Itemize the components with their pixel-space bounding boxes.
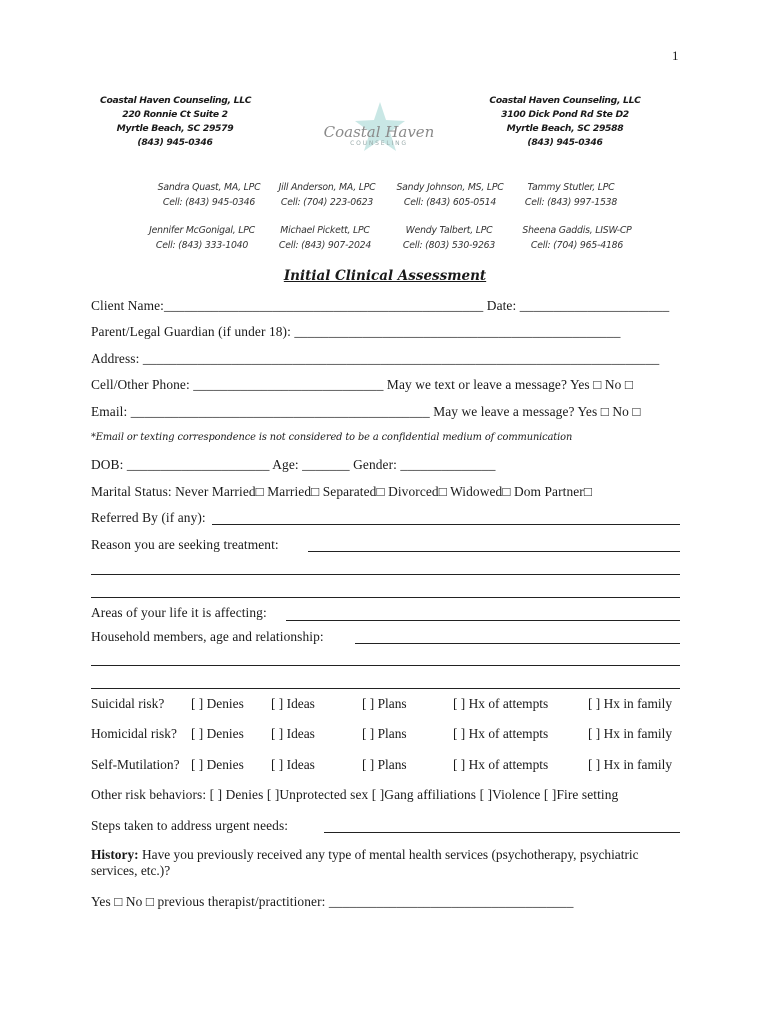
denies-checkbox[interactable]: [ ] Denies [191, 696, 244, 711]
office-right-line: 3100 Dick Pond Rd Ste D2 [501, 109, 629, 120]
staff-cell: Cell: (843) 333-1040 [155, 240, 249, 251]
marital-status-field[interactable]: Marital Status: Never Married□ Married□ Separated□ Divorced□ Widowed□ Dom Partner□ [91, 484, 593, 499]
office-left-line: Coastal Haven Counseling, LLC [100, 95, 252, 106]
urgent-steps-label: Steps taken to address urgent needs: [91, 818, 289, 833]
hx-attempts-checkbox[interactable]: [ ] Hx of attempts [453, 696, 549, 711]
history-question [91, 847, 671, 879]
staff-cell: Cell: (704) 223-0623 [280, 197, 374, 208]
staff-name: Jill Anderson, MA, LPC [278, 182, 376, 193]
page-number: 1 [672, 48, 679, 63]
reason-line[interactable] [91, 574, 680, 575]
staff-name: Sandy Johnson, MS, LPC [396, 182, 504, 193]
household-line[interactable] [91, 665, 680, 666]
staff-name: Michael Pickett, LPC [280, 225, 370, 236]
hx-family-checkbox[interactable]: [ ] Hx in family [588, 757, 673, 772]
staff-name: Wendy Talbert, LPC [405, 225, 493, 236]
staff-cell: Cell: (843) 907-2024 [278, 240, 372, 251]
ideas-checkbox[interactable]: [ ] Ideas [271, 726, 315, 741]
staff-cell: Cell: (803) 530-9263 [402, 240, 496, 251]
staff-entry [512, 180, 630, 210]
staff-entry [140, 223, 264, 253]
office-left-line: Myrtle Beach, SC 29579 [116, 123, 234, 134]
hx-attempts-checkbox[interactable]: [ ] Hx of attempts [453, 757, 549, 772]
email-field[interactable]: Email: ____________________________________________ May we leave a message? Yes □ No □ [91, 404, 641, 419]
staff-entry [268, 180, 386, 210]
staff-name: Tammy Stutler, LPC [527, 182, 615, 193]
ideas-checkbox[interactable]: [ ] Ideas [271, 696, 315, 711]
dob-age-gender-field[interactable]: DOB: _____________________ Age: _______ Gender: ______________ [91, 457, 496, 472]
previous-therapist-field[interactable]: Yes □ No □ previous therapist/practitioner: ____________________________________ [91, 894, 574, 909]
referred-by-line[interactable] [212, 524, 680, 525]
client-name-date-field[interactable]: Client Name:_______________________________________________ Date: ______________________ [91, 298, 670, 313]
areas-label: Areas of your life it is affecting: [91, 605, 267, 620]
staff-cell: Cell: (843) 997-1538 [524, 197, 618, 208]
household-line[interactable] [91, 688, 680, 689]
office-right-line: Coastal Haven Counseling, LLC [489, 95, 641, 106]
history-text: Have you previously received any type of mental health services (psychotherapy, psychiatric services, etc.)? [91, 847, 639, 878]
staff-name: Jennifer McGonigal, LPC [149, 225, 255, 236]
referred-by-label: Referred By (if any): [91, 510, 206, 525]
coastal-haven-logo [320, 100, 438, 162]
staff-entry [390, 223, 508, 253]
staff-entry [150, 180, 268, 210]
confidentiality-note: *Email or texting correspondence is not considered to be a confidential medium of communication [91, 432, 573, 443]
office-left-line: 220 Ronnie Ct Suite 2 [122, 109, 228, 120]
plans-checkbox[interactable]: [ ] Plans [362, 757, 407, 772]
history-label: History: [91, 847, 139, 862]
urgent-steps-line[interactable] [324, 832, 680, 833]
reason-label: Reason you are seeking treatment: [91, 537, 279, 552]
staff-name: Sheena Gaddis, LISW-CP [522, 225, 632, 236]
reason-line[interactable] [91, 597, 680, 598]
logo-name: Coastal Haven [323, 123, 435, 141]
other-risk-behaviors-field[interactable]: Other risk behaviors: [ ] Denies [ ]Unprotected sex [ ]Gang affiliations [ ]Violence [ ]Fire setting [91, 787, 619, 802]
staff-cell: Cell: (843) 945-0346 [162, 197, 256, 208]
office-address-left [100, 94, 250, 150]
risk-label: Homicidal risk? [91, 726, 177, 741]
staff-entry [512, 223, 642, 253]
form-title: Initial Clinical Assessment [283, 268, 487, 284]
ideas-checkbox[interactable]: [ ] Ideas [271, 757, 315, 772]
office-address-right [488, 94, 642, 150]
plans-checkbox[interactable]: [ ] Plans [362, 696, 407, 711]
risk-label: Suicidal risk? [91, 696, 165, 711]
office-right-line: (843) 945-0346 [527, 137, 603, 148]
plans-checkbox[interactable]: [ ] Plans [362, 726, 407, 741]
staff-name: Sandra Quast, MA, LPC [157, 182, 261, 193]
household-label: Household members, age and relationship: [91, 629, 324, 644]
office-right-line: Myrtle Beach, SC 29588 [506, 123, 624, 134]
denies-checkbox[interactable]: [ ] Denies [191, 726, 244, 741]
hx-family-checkbox[interactable]: [ ] Hx in family [588, 696, 673, 711]
risk-label: Self-Mutilation? [91, 757, 180, 772]
hx-attempts-checkbox[interactable]: [ ] Hx of attempts [453, 726, 549, 741]
address-field[interactable]: Address: ____________________________________________________________________________ [91, 351, 660, 366]
logo-subtitle: COUNSELING [350, 140, 408, 147]
reason-line[interactable] [308, 551, 680, 552]
staff-cell: Cell: (843) 605-0514 [403, 197, 497, 208]
phone-field[interactable]: Cell/Other Phone: ____________________________ May we text or leave a message? Yes □ No □ [91, 377, 634, 392]
staff-entry [388, 180, 512, 210]
staff-entry [266, 223, 384, 253]
areas-line[interactable] [286, 620, 680, 621]
household-line[interactable] [355, 643, 680, 644]
denies-checkbox[interactable]: [ ] Denies [191, 757, 244, 772]
guardian-field[interactable]: Parent/Legal Guardian (if under 18): ________________________________________________ [91, 324, 621, 339]
staff-cell: Cell: (704) 965-4186 [530, 240, 624, 251]
hx-family-checkbox[interactable]: [ ] Hx in family [588, 726, 673, 741]
office-left-line: (843) 945-0346 [137, 137, 213, 148]
